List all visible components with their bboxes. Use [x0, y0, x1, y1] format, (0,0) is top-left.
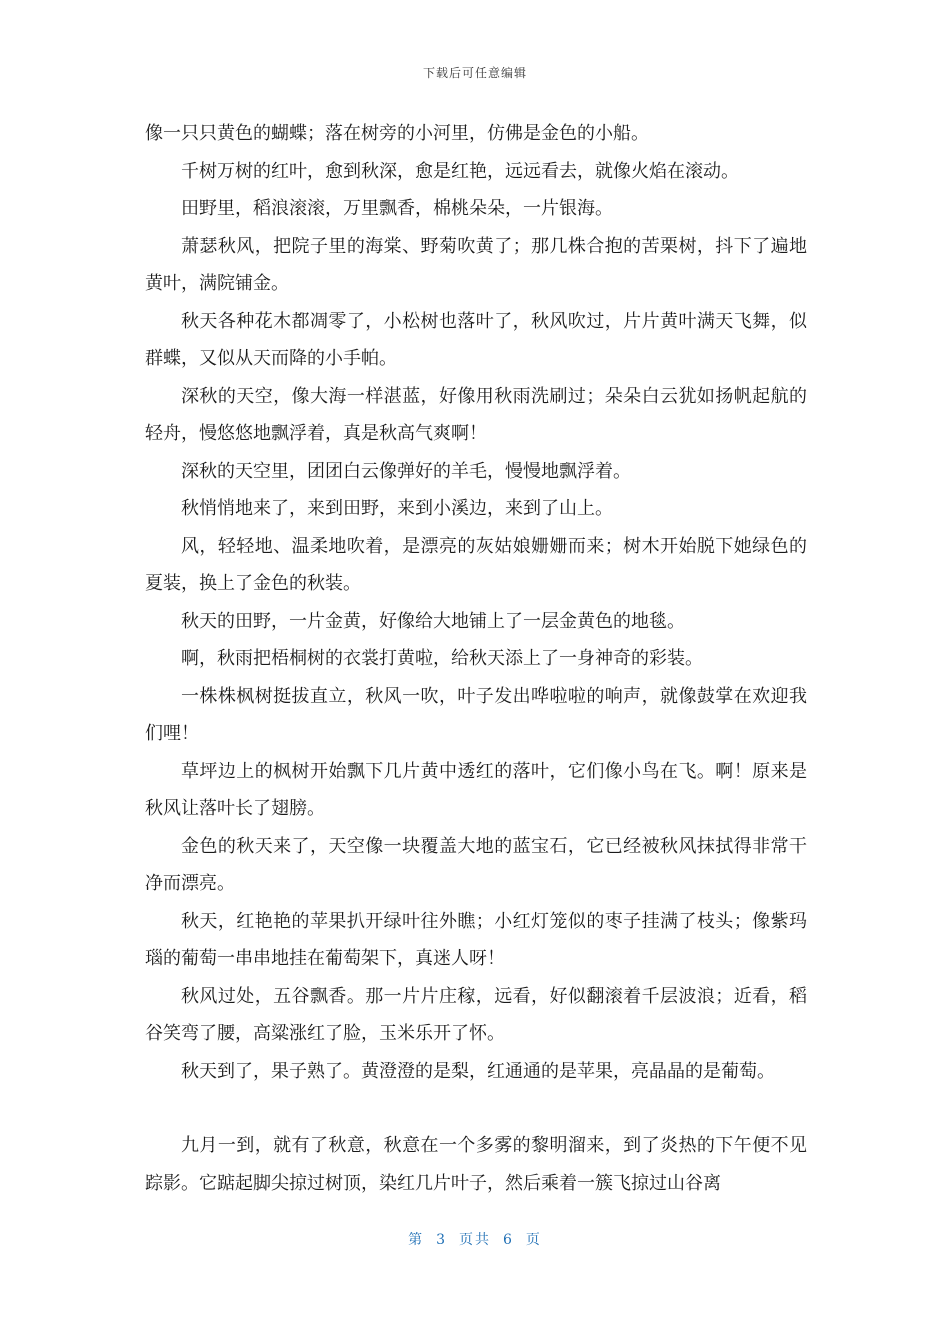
- document-body: [145, 115, 807, 1202]
- paragraph: 一株株枫树挺拔直立，秋风一吹，叶子发出哗啦啦的响声，就像鼓掌在欢迎我们哩！: [145, 685, 807, 744]
- paragraph: 秋天，红艳艳的苹果扒开绿叶往外瞧；小红灯笼似的枣子挂满了枝头；像紫玛瑙的葡萄一串串地挂在葡萄架下，真迷人呀！: [145, 910, 807, 969]
- page-footer: [0, 1229, 950, 1249]
- page-header: 下载后可任意编辑: [422, 66, 527, 80]
- paragraph: 草坪边上的枫树开始飘下几片黄中透红的落叶，它们像小鸟在飞。啊！原来是秋风让落叶长了翅膀。: [145, 760, 807, 819]
- paragraph: 像一只只黄色的蝴蝶；落在树旁的小河里，仿佛是金色的小船。: [145, 123, 649, 144]
- paragraph: 秋风过处，五谷飘香。那一片片庄稼，远看，好似翻滚着千层波浪；近看，稻谷笑弯了腰，高粱涨红了脸，玉米乐开了怀。: [145, 985, 807, 1044]
- paragraph: 九月一到，就有了秋意，秋意在一个多雾的黎明溜来，到了炎热的下午便不见踪影。它踮起脚尖掠过树顶，染红几片叶子，然后乘着一簇飞掠过山谷离: [145, 1135, 807, 1194]
- paragraph: 田野里，稻浪滚滚，万里飘香，棉桃朵朵，一片银海。: [181, 198, 613, 219]
- paragraph: 秋天的田野，一片金黄，好像给大地铺上了一层金黄色的地毯。: [181, 610, 685, 632]
- paragraph: 深秋的天空，像大海一样湛蓝，好像用秋雨洗刷过；朵朵白云犹如扬帆起航的轻舟，慢悠悠地飘浮着，真是秋高气爽啊！: [145, 385, 807, 444]
- paragraph: 风，轻轻地、温柔地吹着，是漂亮的灰姑娘姗姗而来；树木开始脱下她绿色的夏装，换上了金色的秋装。: [145, 535, 807, 594]
- paragraph: 啊，秋雨把梧桐树的衣裳打黄啦，给秋天添上了一身神奇的彩装。: [181, 648, 703, 669]
- paragraph: 深秋的天空里，团团白云像弹好的羊毛，慢慢地飘浮着。: [181, 460, 631, 482]
- paragraph: 秋天到了，果子熟了。黄澄澄的是梨，红通通的是苹果，亮晶晶的是葡萄。: [181, 1060, 775, 1082]
- page-total: 6: [503, 1232, 514, 1248]
- paragraph: 千树万树的红叶，愈到秋深，愈是红艳，远远看去，就像火焰在滚动。: [181, 160, 739, 182]
- paragraph: 秋悄悄地来了，来到田野，来到小溪边，来到了山上。: [181, 498, 613, 519]
- page-number: 3: [436, 1232, 447, 1248]
- paragraph: 金色的秋天来了，天空像一块覆盖大地的蓝宝石，它已经被秋风抹拭得非常干净而漂亮。: [145, 835, 807, 894]
- paragraph: 秋天各种花木都凋零了，小松树也落叶了，秋风吹过，片片黄叶满天飞舞，似群蝶，又似从天而降的小手帕。: [145, 310, 807, 369]
- page-label-middle: 页共: [459, 1232, 491, 1248]
- page-label-suffix: 页: [525, 1232, 542, 1248]
- page-label-prefix: 第: [408, 1232, 425, 1248]
- paragraph: 萧瑟秋风，把院子里的海棠、野菊吹黄了；那几株合抱的苦栗树，抖下了遍地黄叶，满院铺金。: [145, 235, 807, 294]
